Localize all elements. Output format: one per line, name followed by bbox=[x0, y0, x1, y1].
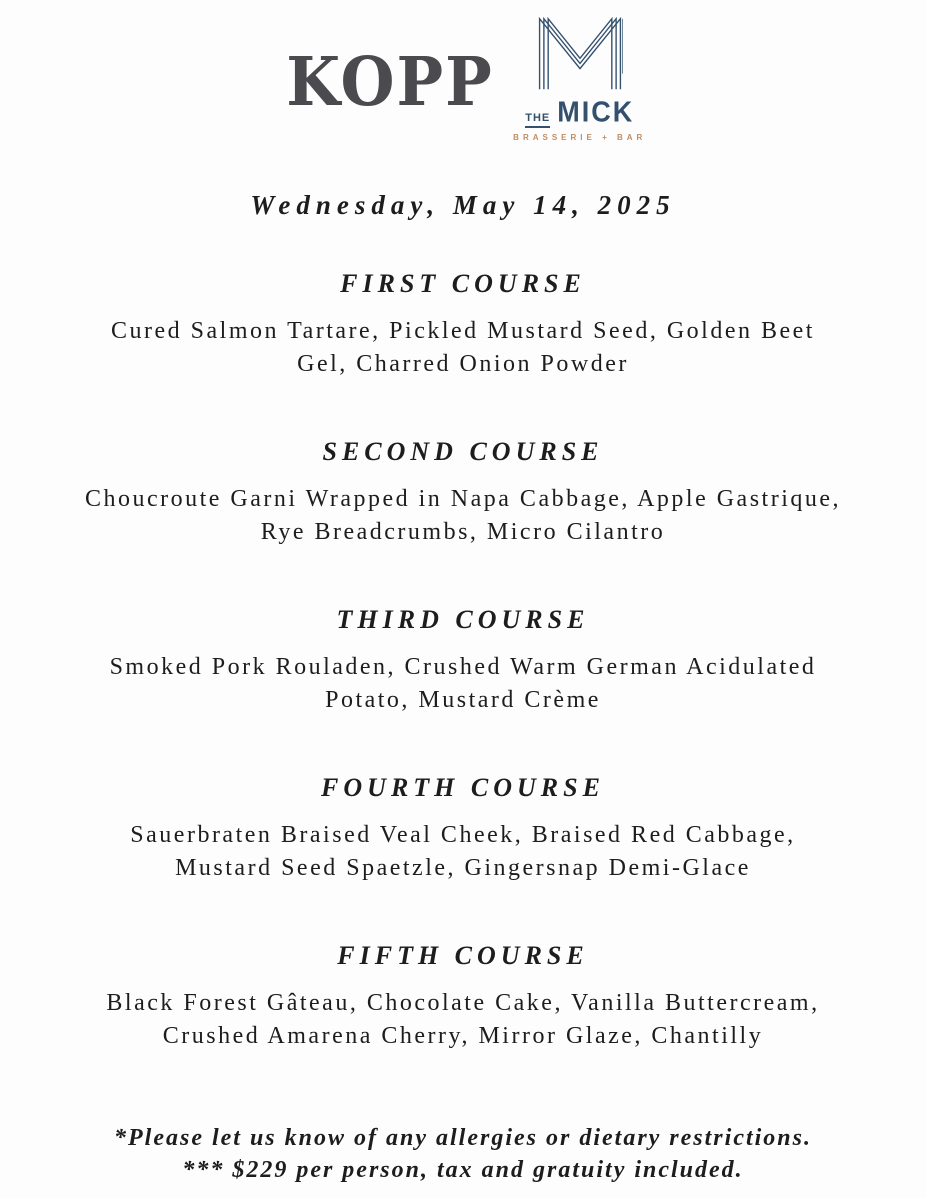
course-list bbox=[83, 269, 843, 1109]
course-section-fifth bbox=[83, 941, 843, 1053]
course-section-first bbox=[83, 269, 843, 381]
course-section-third bbox=[83, 605, 843, 717]
course-title: FIRST COURSE bbox=[340, 269, 586, 298]
course-section-fourth bbox=[83, 773, 843, 885]
course-description: Choucroute Garni Wrapped in Napa Cabbage, Apple Gastrique, Rye Breadcrumbs, Micro Cilantro bbox=[84, 486, 842, 545]
course-title: THIRD COURSE bbox=[336, 605, 590, 634]
course-description: Sauerbraten Braised Veal Cheek, Braised Red Cabbage, Mustard Seed Spaetzle, Gingersnap Demi-Glace bbox=[130, 822, 796, 881]
kopp-logo: KOPP bbox=[286, 42, 494, 122]
mick-logo bbox=[513, 17, 647, 142]
mick-logo-word: MICK bbox=[557, 95, 635, 128]
course-section-second bbox=[83, 437, 843, 549]
mick-logo-tagline: BRASSERIE + BAR bbox=[513, 132, 647, 142]
mick-logo-name bbox=[525, 97, 634, 128]
menu-date: Wednesday, May 14, 2025 bbox=[250, 190, 676, 220]
course-description: Cured Salmon Tartare, Pickled Mustard Seed, Golden Beet Gel, Charred Onion Powder bbox=[111, 318, 815, 377]
course-description: Smoked Pork Rouladen, Crushed Warm German Acidulated Potato, Mustard Crème bbox=[109, 654, 817, 713]
course-description: Black Forest Gâteau, Chocolate Cake, Vanilla Buttercream, Crushed Amarena Cherry, Mirror Glaze, Chantilly bbox=[106, 990, 820, 1049]
course-title: FIFTH COURSE bbox=[337, 941, 589, 970]
logo-row bbox=[286, 14, 647, 144]
mick-logo-the: THE bbox=[525, 112, 550, 128]
course-title: SECOND COURSE bbox=[322, 437, 604, 466]
menu-footer bbox=[114, 1122, 812, 1198]
mick-monogram-icon bbox=[537, 17, 623, 91]
course-title: FOURTH COURSE bbox=[321, 773, 605, 802]
allergy-notice: *Please let us know of any allergies or dietary restrictions. bbox=[114, 1125, 812, 1151]
price-notice: *** $229 per person, tax and gratuity included. bbox=[182, 1157, 744, 1183]
